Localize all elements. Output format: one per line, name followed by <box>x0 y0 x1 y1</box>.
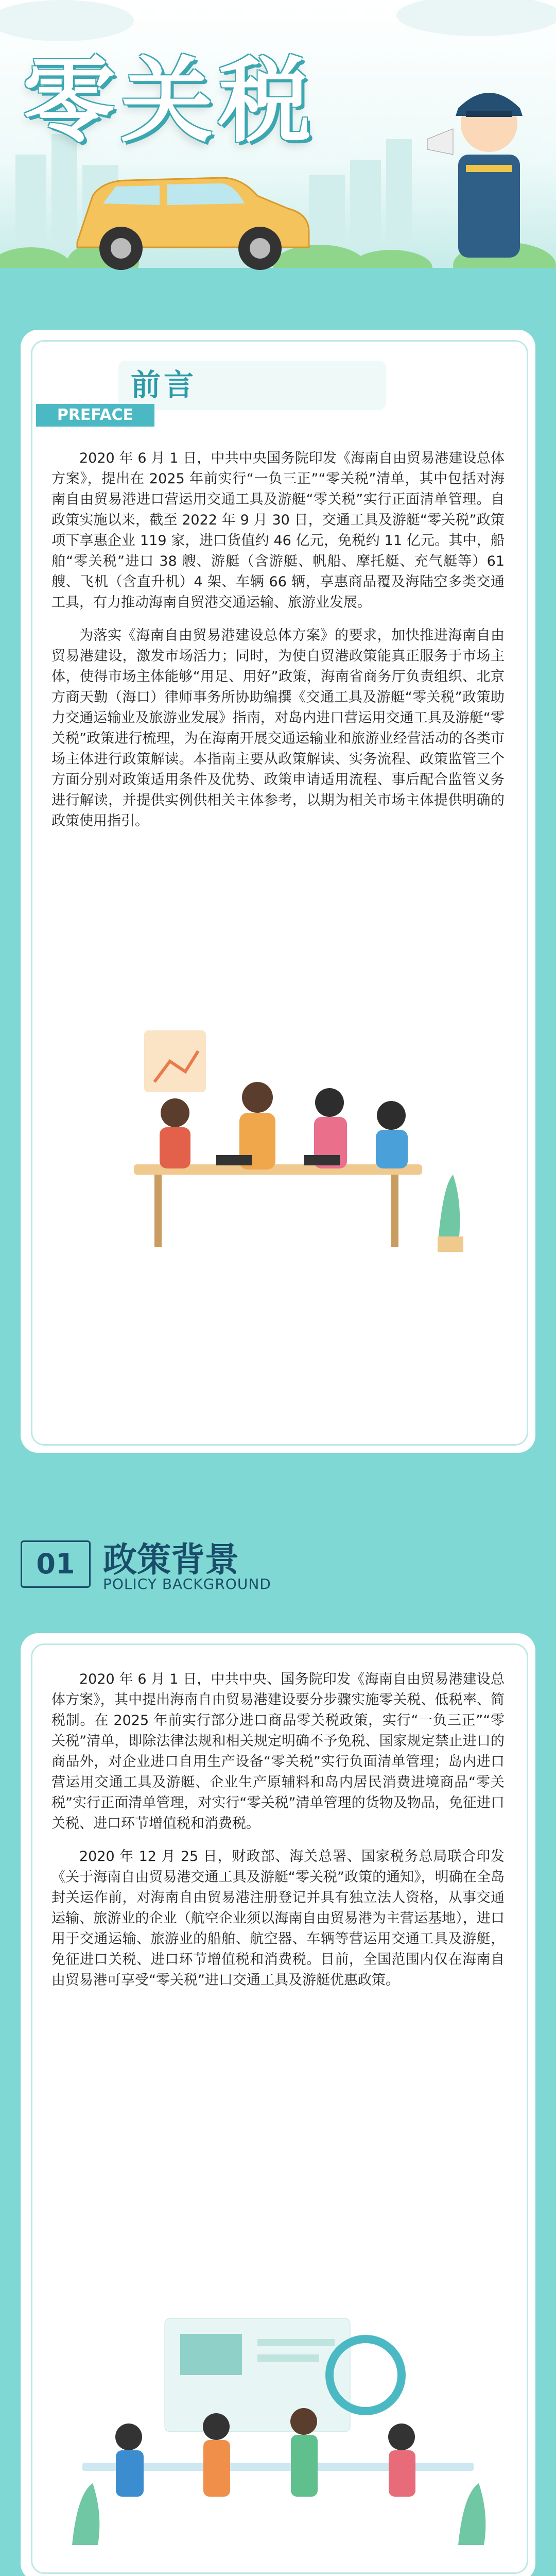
preface-title: 前言 <box>131 367 197 402</box>
hero-title: 零关税 <box>23 47 317 155</box>
section-title: 政策背景 <box>103 1540 239 1580</box>
wave-divider <box>0 278 556 309</box>
hero-banner <box>0 0 556 289</box>
preface-card <box>21 330 535 1453</box>
meeting-illustration <box>82 1020 474 1257</box>
preface-paragraph: 为落实《海南自由贸易港建设总体方案》的要求，加快推进海南自由贸易港建设，激发市场活力；同时，为使自贸港政策能真正服务于市场主体，使得市场主体能够“用足、用好”政策，海南省商务厅负责组织、北京方商天勤（海口）律师事务所协助编撰《交通工具及游艇“零关税”政策助力交通运输业及旅游业发展》指南，对岛内进口营运用交通工具及游艇“零关税”政策进行梳理，为在海南开展交通运输业和旅游业经营活动的各类市场主体进行政策解读。本指南主要从政策解读、实务流程、政策监管三个方面分别对政策适用条件及优势、政策申请适用流程、事后配合监管义务进行解读，并提供实例供相关主体参考，以期为相关市场主体提供明确的政策使用指引。 <box>51 628 505 829</box>
background-paragraph: 2020 年 12 月 25 日，财政部、海关总署、国家税务总局联合印发《关于海南自由贸易港交通工具及游艇“零关税”政策的通知》，明确在全岛封关运作前，对海南自由贸易港注册登记并具有独立法人资格，从事交通运输、旅游业的企业（航空企业须以海南自由贸易港为主营运基地），进口用于交通运输、旅游业的船舶、航空器、车辆等营运用交通工具及游艇，免征进口关税、进口环节增值税和消费税。目前，全国范围内仅在海南自由贸易港可享受“零关税”进口交通工具及游艇优惠政策。 <box>51 1849 505 1988</box>
background-paragraph: 2020 年 6 月 1 日，中共中央、国务院印发《海南自由贸易港建设总体方案》，其中提出海南自由贸易港建设要分步骤实施零关税、低税率、简税制。在 2025 年前实行部分进口商品零关税政策，实行“一负三正”“零关税”清单，即除法律法规和相关规定明确不予免税、国家规定禁止进口的商品外，对企业进口自用生产设备“零关税”实行负面清单管理；岛内进口营运用交通工具及游艇、企业生产原辅料和岛内居民消费进境商品“零关税”实行正面清单管理，对实行“零关税”清单管理的货物及物品，免征进口关税、进口环节增值税和消费税。 <box>51 1671 505 1832</box>
team-illustration <box>62 2298 494 2555</box>
section-header-background <box>0 1520 556 1602</box>
section-number: 01 <box>21 1540 91 1588</box>
background-card <box>21 1633 535 2576</box>
section-subtitle: POLICY BACKGROUND <box>103 1575 271 1592</box>
officer-illustration <box>427 93 523 258</box>
background-body <box>51 1669 505 1991</box>
preface-body <box>51 448 505 832</box>
preface-paragraph: 2020 年 6 月 1 日，中共中央国务院印发《海南自由贸易港建设总体方案》，提出在 2025 年前实行“一负三正”“零关税”清单，其中包括对海南自由贸易港进口营运用交通工具及游艇“零关税”实行正面清单管理。自政策实施以来，截至 2022 年 9 月 30 日，交通工具及游艇“零关税”政策项下享惠企业 119 家，进口货值约 46 亿元，免税约 11 亿元。其中，船舶“零关税”进口 38 艘、游艇（含游艇、帆船、摩托艇、充气艇等）61 艘、飞机（含直升机）4 架、车辆 66 辆，享惠商品覆及海陆空多类交通工具，有力推动海南自贸港交通运输、旅游业发展。 <box>51 450 505 611</box>
preface-subtitle: PREFACE <box>36 404 154 427</box>
car-illustration <box>77 178 309 270</box>
